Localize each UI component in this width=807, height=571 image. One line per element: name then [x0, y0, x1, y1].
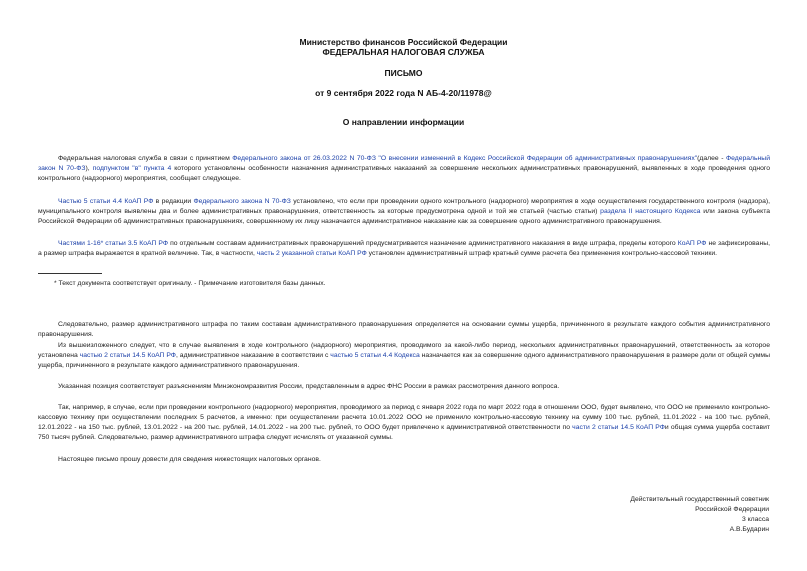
text: или закона субъекта Российской Федерации об административных правонарушениях, совершенному их лицу назначается административное наказание как за совершение одного административного правонарушения. — [38, 208, 771, 225]
text: установлен административный штраф кратный сумме расчета без применения контрольно-кассовой техники. — [366, 250, 718, 257]
paragraph-2 — [38, 197, 770, 227]
document-date-number: от 9 сентября 2022 года N АБ-4-20/11978@ — [315, 88, 492, 98]
text: Федеральная налоговая служба в связи с принятием — [58, 155, 233, 162]
signature-block — [529, 495, 769, 535]
signatory-title-line-2: Российской Федерации — [695, 506, 769, 513]
link-parts-1-16[interactable]: Частями 1-16* — [58, 240, 104, 247]
link-part-2-article[interactable]: часть 2 указанной статьи КоАП РФ — [256, 250, 367, 257]
link-koap[interactable]: КоАП РФ — [677, 240, 707, 247]
link-federal-law-70-short[interactable]: Федеральный закон N 70-ФЗ — [38, 155, 770, 172]
text: установлено, что если при проведении одного контрольного (надзорного) мероприятия в ходе осуществления государственного контроля (надзора), муниципального контроля выявлены два и более административных правонарушения, ответственность за которые предусмотрена одной и той же статьей (частью статьи) — [38, 198, 770, 215]
link-section-ii[interactable]: раздела II настоящего Кодекса — [600, 208, 701, 215]
footnote-divider — [38, 273, 102, 274]
text: которого установлены особенности назначения административных наказаний за совершение нескольких административных правонарушений, выявленных в ходе проведения одного контрольного (надзорного) мероприятия, сообщает следующее. — [38, 165, 771, 182]
paragraph-3 — [38, 239, 770, 259]
text: ), — [85, 165, 93, 172]
text: Так, например, в случае, если при проведении контрольного (надзорного) мероприятия, проводимого за период с января 2022 года по март 2022 года в отношении ООО, будет выявлено, что ООО не применило контрольно-кассовую технику при осуществлении последних 5 расчетов, а именно: при осуществлении расчета 10.01.2022 ООО не применило контрольно-кассовую технику на сумму 100 тыс. рублей, 11.01.2022 - на 100 тыс. рублей, 12.01.2022 - на 150 тыс. рублей, 13.01.2022 - на 200 тыс. рублей, 14.01.2022 - на 200 тыс. рублей, то ООО будет привлечено к административной ответственности по — [38, 404, 770, 431]
text: не зафиксированы, а размер штрафа выражается в кратной величине. Так, в частности, — [38, 240, 770, 257]
link-part-2-article-14-5[interactable]: частью 2 статьи 14.5 КоАП РФ — [79, 352, 176, 359]
text: Указанная позиция соответствует разъяснениям Минэкономразвития России, представленным в адрес ФНС России в рамках рассмотрения данного вопроса. — [58, 383, 560, 390]
text: назначается как за совершение одного административного правонарушения в размере доли от общей суммы ущерба, причиненного в результате каждого административного правонарушения. — [38, 352, 770, 369]
signatory-title-line-3: 3 класса — [741, 516, 769, 523]
link-subparagraph-v[interactable]: подпунктом "в" пункта 4 — [92, 165, 172, 172]
text: , административное наказание в соответствии с — [175, 352, 331, 359]
paragraph-6 — [38, 382, 770, 392]
text: по отдельным составам административных правонарушений предусматривается назначение административного наказания в виде штрафа, пределы которого — [168, 240, 678, 247]
text: и общая сумма ущерба составит 750 тысяч рублей. Следовательно, размер административного штрафа следует исчислять от указанной суммы. — [38, 424, 770, 441]
document-type: ПИСЬМО — [384, 68, 423, 78]
paragraph-7 — [38, 403, 770, 443]
footnote: * Текст документа соответствует оригиналу. - Примечание изготовителя базы данных. — [54, 280, 326, 287]
link-federal-law-70[interactable]: Федерального закона от 26.03.2022 N 70-ФЗ "О внесении изменений в Кодекс Российской Федерации об административных правонарушениях" — [232, 155, 698, 162]
paragraph-5 — [38, 341, 770, 371]
text: Из вышеизложенного следует, что в случае выявления в ходе контрольного (надзорного) мероприятия, проводимого за какой-либо период, нескольких административных правонарушений, ответственность за которое установлена — [38, 342, 770, 359]
signatory-title-line-1: Действительный государственный советник — [630, 496, 769, 503]
text: в редакции — [153, 198, 194, 205]
link-federal-law-70-short[interactable]: Федерального закона N 70-ФЗ — [193, 198, 291, 205]
text: Следовательно, размер административного штрафа по таким составам административного правонарушения определяется на основании суммы ущерба, причиненного в результате каждого события административного правонарушения. — [38, 321, 770, 338]
link-part-2-article-14-5[interactable]: части 2 статьи 14.5 КоАП РФ — [572, 424, 665, 431]
paragraph-4 — [38, 320, 770, 340]
ministry-name: Министерство финансов Российской Федерации — [299, 37, 508, 47]
signatory-name: А.В.Бударин — [729, 526, 769, 533]
document-subject: О направлении информации — [342, 117, 465, 127]
text: Настоящее письмо прошу довести для сведения нижестоящих налоговых органов. — [58, 456, 321, 463]
text: (далее - — [697, 155, 726, 162]
link-part-5-article-4-4[interactable]: Частью 5 статьи 4.4 КоАП РФ — [58, 198, 154, 205]
service-name: ФЕДЕРАЛЬНАЯ НАЛОГОВАЯ СЛУЖБА — [322, 47, 485, 57]
paragraph-1 — [38, 154, 770, 184]
link-article-3-5[interactable]: статьи 3.5 КоАП РФ — [105, 240, 169, 247]
link-part-5-article-4-4-code[interactable]: частью 5 статьи 4.4 Кодекса — [330, 352, 420, 359]
paragraph-8 — [38, 455, 770, 465]
